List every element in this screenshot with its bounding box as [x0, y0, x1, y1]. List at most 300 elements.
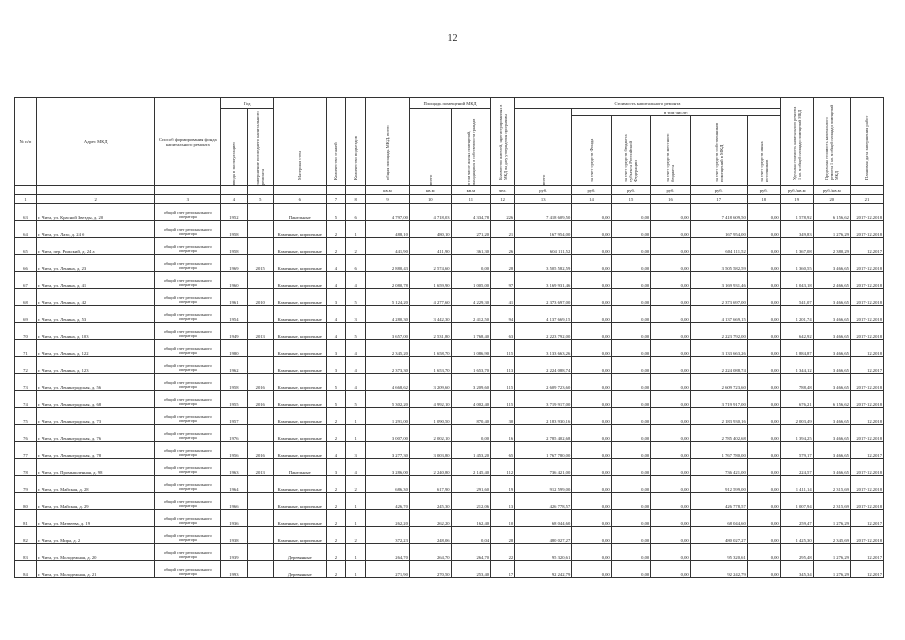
table-cell: 1966	[221, 493, 247, 510]
table-cell: Каменные, кирпичные	[273, 442, 326, 459]
table-cell: общий счет регионального оператора	[155, 561, 221, 578]
column-number-cell: 20	[813, 195, 850, 204]
table-cell: Деревянные	[273, 561, 326, 578]
unit-cell	[326, 186, 346, 195]
table-cell: 13	[491, 493, 515, 510]
table-cell: 3 466,65	[813, 357, 850, 374]
table-cell: 0,00	[611, 374, 650, 391]
table-cell: 1	[346, 493, 366, 510]
table-cell: 5	[326, 374, 346, 391]
table-cell: 1 767 780,00	[690, 442, 747, 459]
table-cell: 4 992,10	[409, 391, 451, 408]
table-cell: 1 276,29	[813, 544, 850, 561]
table-cell: 0,00	[572, 408, 611, 425]
unit-cell: руб.	[611, 186, 650, 195]
table-cell: 83	[15, 544, 37, 561]
column-number-cell: 13	[515, 195, 572, 204]
table-cell: 3 466,65	[813, 408, 850, 425]
table-cell: г. Чита, ул. Ленинградская, д. 73	[36, 408, 154, 425]
table-cell: 245,30	[409, 493, 451, 510]
table-cell: 1 276,29	[813, 221, 850, 238]
table-row	[15, 476, 884, 493]
table-cell: 6 156,62	[813, 391, 850, 408]
header-specific-cost: Удельная стоимость капитального ремонта 1 кв. м общей площади помещений МКД	[791, 106, 802, 180]
table-row	[15, 544, 884, 561]
table-cell: 68 044,60	[690, 510, 747, 527]
table-cell: Каменные, кирпичные	[273, 306, 326, 323]
table-cell: 480 027,27	[690, 527, 747, 544]
header-cost-owners: за счет средств собственников помещений в МКД	[713, 122, 724, 182]
table-cell: 17	[491, 561, 515, 578]
column-number-cell: 18	[747, 195, 780, 204]
table-cell: 212,06	[451, 493, 490, 510]
table-cell: г. Чита, ул. Майская, д. 28	[36, 476, 154, 493]
table-cell: 788,48	[780, 374, 813, 391]
table-cell: 167 954,00	[515, 221, 572, 238]
unit-cell: кв.м	[409, 186, 451, 195]
table-row	[15, 289, 884, 306]
table-row	[15, 442, 884, 459]
table-cell: 1956	[221, 442, 247, 459]
table-cell: 12.2017	[850, 544, 883, 561]
table-cell	[247, 272, 273, 289]
table-cell: общий счет регионального оператора	[155, 357, 221, 374]
table-cell: 7 418 609,50	[690, 204, 747, 221]
table-cell: 3 209,60	[451, 374, 490, 391]
table-cell: 0,00	[747, 357, 780, 374]
table-cell: общий счет регионального оператора	[155, 289, 221, 306]
table-cell: Каменные, кирпичные	[273, 493, 326, 510]
table-cell: 12.2018	[850, 408, 883, 425]
table-cell: 0,00	[747, 272, 780, 289]
column-number-cell: 19	[780, 195, 813, 204]
unit-cell: руб.	[690, 186, 747, 195]
table-cell	[247, 340, 273, 357]
table-cell: 0,00	[611, 272, 650, 289]
column-number-cell: 21	[850, 195, 883, 204]
table-cell: 0,00	[651, 306, 690, 323]
table-cell: 63	[491, 323, 515, 340]
table-cell: 0,00	[747, 323, 780, 340]
table-row	[15, 510, 884, 527]
table-cell: 95 320,61	[515, 544, 572, 561]
table-cell: 12.2018	[850, 340, 883, 357]
table-cell: 1949	[221, 323, 247, 340]
table-cell: 3 277,30	[366, 442, 410, 459]
table-cell: 0,00	[572, 306, 611, 323]
table-cell: г. Чита, ул. Молодежная, д. 21	[36, 561, 154, 578]
table-cell: 3 442,30	[409, 306, 451, 323]
table-cell: 736 421,00	[690, 459, 747, 476]
table-row	[15, 357, 884, 374]
table-cell: 1993	[221, 561, 247, 578]
table-cell: 2 002,10	[409, 425, 451, 442]
header-area-residents: в том числе жилых помещений, находящихся в собственности граждан	[465, 118, 476, 185]
table-cell: Каменные, кирпичные	[273, 357, 326, 374]
table-cell: 0,00	[611, 561, 650, 578]
table-cell: 2016	[247, 442, 273, 459]
table-cell: 2	[326, 527, 346, 544]
table-cell: 0,00	[572, 238, 611, 255]
table-cell: 2 145,40	[451, 459, 490, 476]
table-cell: 2 223 792,00	[515, 323, 572, 340]
table-cell: 0,00	[651, 544, 690, 561]
table-cell: 1 394,25	[780, 425, 813, 442]
table-cell: 1 578,92	[780, 204, 813, 221]
table-cell: 92 242,79	[690, 561, 747, 578]
table-cell: 1 453,20	[451, 442, 490, 459]
column-number-cell: 15	[611, 195, 650, 204]
table-cell: 541,07	[780, 289, 813, 306]
table-cell: 0,00	[747, 425, 780, 442]
table-cell: общий счет регионального оператора	[155, 306, 221, 323]
table-cell: 2 240,80	[409, 459, 451, 476]
table-cell: 1 659,90	[409, 272, 451, 289]
unit-cell: руб.	[572, 186, 611, 195]
table-cell: 2 609 723,60	[690, 374, 747, 391]
table-cell: 1957	[221, 408, 247, 425]
table-cell: Каменные, кирпичные	[273, 238, 326, 255]
table-cell: 112	[491, 459, 515, 476]
table-cell: 2017-12.2018	[850, 493, 883, 510]
table-cell: 0,00	[572, 425, 611, 442]
table-cell: 264,70	[409, 544, 451, 561]
table-row	[15, 425, 884, 442]
table-cell: 0,00	[611, 306, 650, 323]
table-cell: 262,20	[409, 510, 451, 527]
table-cell: 2017-12.2018	[850, 323, 883, 340]
table-cell: 1 767 780,00	[515, 442, 572, 459]
table-cell: 264,70	[451, 544, 490, 561]
table-cell: г. Чита, ул. Майская, д. 29	[36, 493, 154, 510]
table-cell: 4	[346, 340, 366, 357]
table-cell: 0,00	[747, 459, 780, 476]
table-cell: 12.2017	[850, 561, 883, 578]
table-cell: 0,00	[611, 255, 650, 272]
table-cell: 76	[15, 425, 37, 442]
table-cell: 870,40	[451, 408, 490, 425]
table-cell: 28	[491, 527, 515, 544]
header-year-built: ввода в эксплуатацию	[231, 142, 237, 185]
table-cell: 0,00	[572, 374, 611, 391]
table-cell: г. Чита, пер. Рижский, д. 24 а	[36, 238, 154, 255]
table-cell: 2	[326, 425, 346, 442]
table-cell: 2017-12.2018	[850, 306, 883, 323]
table-cell: 3 466,65	[813, 442, 850, 459]
table-row	[15, 527, 884, 544]
table-cell: Каменные, кирпичные	[273, 510, 326, 527]
table-cell: 3 505 582,59	[515, 255, 572, 272]
header-incl: в том числе:	[572, 109, 780, 116]
table-cell: 6	[346, 204, 366, 221]
table-cell: 3 133 663,26	[515, 340, 572, 357]
table-cell: общий счет регионального оператора	[155, 493, 221, 510]
table-cell: 0,00	[747, 374, 780, 391]
table-cell: Каменные, кирпичные	[273, 340, 326, 357]
table-cell: 1 291,00	[366, 408, 410, 425]
table-cell: Каменные, кирпичные	[273, 391, 326, 408]
table-cell: общий счет регионального оператора	[155, 408, 221, 425]
table-cell: 26	[491, 238, 515, 255]
table-cell: г. Чита, ул. Ленинградская, д. 68	[36, 391, 154, 408]
table-cell: г. Чита, ул. Ленина, д. 103	[36, 323, 154, 340]
table-cell: 604 111,52	[690, 238, 747, 255]
column-number-cell: 4	[221, 195, 247, 204]
header-area-group: Площадь помещений МКД	[409, 98, 490, 109]
table-cell: 1936	[221, 510, 247, 527]
table-cell: 69	[15, 306, 37, 323]
table-cell: Каменные, кирпичные	[273, 527, 326, 544]
table-cell	[247, 408, 273, 425]
table-cell: общий счет регионального оператора	[155, 425, 221, 442]
table-cell: 1 367,08	[780, 238, 813, 255]
table-cell: 162,40	[451, 510, 490, 527]
table-cell: 0,00	[572, 442, 611, 459]
table-cell: 1955	[221, 391, 247, 408]
table-cell: 2 373 697,00	[515, 289, 572, 306]
header-num: № п/п	[15, 98, 37, 186]
table-cell: 77	[15, 442, 37, 459]
table-cell: 2013	[247, 323, 273, 340]
table-cell: общий счет регионального оператора	[155, 476, 221, 493]
table-cell: 1 005,00	[451, 272, 490, 289]
table-cell: общий счет регионального оператора	[155, 527, 221, 544]
table-cell: 426 778,57	[690, 493, 747, 510]
column-number-cell: 11	[451, 195, 490, 204]
table-cell: 41	[491, 289, 515, 306]
table-cell: 1 201,74	[780, 306, 813, 323]
table-cell: 1963	[221, 459, 247, 476]
table-cell: 6	[346, 255, 366, 272]
unit-cell	[850, 186, 883, 195]
table-row	[15, 255, 884, 272]
table-cell: 259,47	[780, 510, 813, 527]
table-cell: 65	[15, 238, 37, 255]
table-cell: 4 137 669,15	[690, 306, 747, 323]
table-cell: 4 277,60	[409, 289, 451, 306]
column-number-cell: 9	[366, 195, 410, 204]
table-cell: 79	[15, 476, 37, 493]
table-cell: 0,00	[572, 204, 611, 221]
table-cell: 19	[491, 476, 515, 493]
table-cell: общий счет регионального оператора	[155, 510, 221, 527]
table-cell: 3 286,00	[366, 459, 410, 476]
table-cell: 1 090,50	[409, 408, 451, 425]
header-cost-group: Стоимость капитального ремонта	[515, 98, 781, 109]
table-cell	[247, 306, 273, 323]
table-cell: 2 609 723,60	[515, 374, 572, 391]
column-number-cell: 6	[273, 195, 326, 204]
column-number-cell: 8	[346, 195, 366, 204]
table-row	[15, 340, 884, 357]
table-cell: 1958	[221, 238, 247, 255]
table-cell: 0,00	[747, 306, 780, 323]
table-row	[15, 323, 884, 340]
table-cell: 1 425,30	[780, 527, 813, 544]
table-cell: 6 156,62	[813, 204, 850, 221]
table-cell: 1962	[221, 357, 247, 374]
header-floors: Количество этажей	[333, 141, 339, 180]
table-cell: 686,30	[366, 476, 410, 493]
table-cell: 0,00	[651, 510, 690, 527]
header-cost-other: за счет средств иных источников	[758, 140, 769, 182]
table-cell: 0,00	[572, 357, 611, 374]
table-cell: 4	[326, 323, 346, 340]
column-number-cell: 17	[690, 195, 747, 204]
table-cell: 0,00	[747, 493, 780, 510]
table-cell: 4 002,40	[451, 391, 490, 408]
table-cell: 676,21	[780, 391, 813, 408]
table-cell: 3	[346, 306, 366, 323]
table-cell: 2017-12.2018	[850, 204, 883, 221]
table-cell: Каменные, кирпичные	[273, 476, 326, 493]
table-cell: 248,06	[409, 527, 451, 544]
table-cell: 0,00	[572, 289, 611, 306]
header-cost-fund: за счет средств Фонда	[588, 138, 594, 182]
table-cell	[247, 238, 273, 255]
table-cell: 2017-12.2018	[850, 476, 883, 493]
table-cell: 4	[346, 459, 366, 476]
table-cell: 1964	[221, 476, 247, 493]
table-cell: 264,70	[366, 544, 410, 561]
table-cell: 2017-12.2018	[850, 374, 883, 391]
table-cell: 1	[346, 408, 366, 425]
table-cell: 84	[15, 561, 37, 578]
table-cell: 1958	[221, 221, 247, 238]
table-cell: 2	[326, 238, 346, 255]
table-cell: г. Чита, ул. Ленина, д. 41	[36, 272, 154, 289]
table-row	[15, 408, 884, 425]
table-cell: 4	[326, 255, 346, 272]
table-cell	[247, 357, 273, 374]
table-cell: 4	[346, 357, 366, 374]
unit-cell	[247, 186, 273, 195]
table-cell: 253,40	[451, 561, 490, 578]
table-cell: 12.2017	[850, 442, 883, 459]
header-entrances: Количество подъездов	[353, 135, 359, 180]
table-cell: 0,00	[611, 340, 650, 357]
table-cell: 1 884,87	[780, 340, 813, 357]
table-cell: 2	[346, 527, 366, 544]
table-cell: общий счет регионального оператора	[155, 255, 221, 272]
table-cell: 66	[15, 255, 37, 272]
table-cell: 2	[326, 493, 346, 510]
table-cell: 642,92	[780, 323, 813, 340]
table-cell: 2	[346, 476, 366, 493]
table-cell: 480 027,27	[515, 527, 572, 544]
column-numbers-row	[15, 195, 884, 204]
table-cell: 3 657,00	[366, 323, 410, 340]
table-cell: 2 785 402,68	[515, 425, 572, 442]
table-cell: 3 466,65	[813, 323, 850, 340]
capital-repair-table	[14, 97, 884, 578]
table-cell: 411,90	[409, 238, 451, 255]
table-cell: 0,00	[651, 289, 690, 306]
table-row	[15, 306, 884, 323]
table-cell: Каменные, кирпичные	[273, 425, 326, 442]
table-cell: 28	[491, 255, 515, 272]
table-cell: 0,00	[611, 238, 650, 255]
table-cell: 2 466,65	[813, 272, 850, 289]
table-cell: 1938	[221, 527, 247, 544]
table-cell: 5	[326, 204, 346, 221]
table-cell: 0,00	[747, 476, 780, 493]
table-cell: Каменные, кирпичные	[273, 221, 326, 238]
table-cell: 65	[491, 442, 515, 459]
table-cell: 5	[326, 391, 346, 408]
header-address: Адрес МКД	[36, 98, 154, 186]
table-cell: 1 007,94	[780, 493, 813, 510]
table-cell: общий счет регионального оператора	[155, 459, 221, 476]
table-cell: 4	[326, 272, 346, 289]
table-cell: 291,60	[451, 476, 490, 493]
table-cell: 3 133 663,26	[690, 340, 747, 357]
table-cell: 5	[346, 391, 366, 408]
table-cell: 0,00	[611, 408, 650, 425]
table-cell: 81	[15, 510, 37, 527]
table-cell: 226	[491, 204, 515, 221]
table-cell: 0,00	[747, 527, 780, 544]
table-cell: 426 778,57	[515, 493, 572, 510]
header-limit-cost: Предельная стоимость капитального ремонта 1 кв. м общей площади помещений МКД	[824, 104, 840, 180]
table-cell: Каменные, кирпичные	[273, 374, 326, 391]
table-cell: 0,00	[611, 221, 650, 238]
table-cell: 2 345,69	[813, 527, 850, 544]
table-cell: г. Чита, ул. Молодежная, д. 20	[36, 544, 154, 561]
table-cell: 0,00	[611, 442, 650, 459]
table-cell: 1952	[221, 204, 247, 221]
header-planned-date: Плановая дата завершения работ	[864, 115, 870, 180]
unit-cell: кв.м	[451, 186, 490, 195]
table-cell: 0,00	[611, 527, 650, 544]
table-cell: 0,00	[651, 323, 690, 340]
table-cell: 0,00	[651, 493, 690, 510]
table-cell: 0,00	[651, 408, 690, 425]
table-cell: 73	[15, 374, 37, 391]
table-cell: 2 373 697,00	[690, 289, 747, 306]
table-cell: 0,00	[572, 459, 611, 476]
table-cell: 2016	[247, 374, 273, 391]
table-cell: 271,90	[366, 561, 410, 578]
table-cell: 0,00	[572, 340, 611, 357]
table-cell: 2015	[247, 255, 273, 272]
table-cell: Деревянные	[273, 544, 326, 561]
table-cell: 10	[491, 510, 515, 527]
table-cell: 0,00	[572, 323, 611, 340]
table-cell: 2	[326, 408, 346, 425]
table-cell: 68 044,60	[515, 510, 572, 527]
unit-cell	[346, 186, 366, 195]
header-residents: Количество жителей, зарегистрированных в МКД на дату утверждения программы	[497, 104, 508, 180]
table-cell: 3 719 917,00	[690, 391, 747, 408]
table-cell: 12.2017	[850, 357, 883, 374]
table-cell: 4 334,78	[451, 204, 490, 221]
table-cell: 2017-12.2018	[850, 221, 883, 238]
table-cell: 5 302,20	[366, 391, 410, 408]
table-cell: 1 768,40	[451, 323, 490, 340]
unit-cell: руб.	[651, 186, 690, 195]
table-cell: 0,00	[747, 561, 780, 578]
table-cell: 1 411,14	[780, 476, 813, 493]
table-cell	[247, 561, 273, 578]
table-cell: 3 003,80	[409, 442, 451, 459]
table-cell: 0,00	[611, 510, 650, 527]
table-cell: 0,00	[572, 493, 611, 510]
table-cell: 0,00	[611, 391, 650, 408]
table-row	[15, 374, 884, 391]
table-cell: 1960	[221, 272, 247, 289]
table-cell: 2010	[247, 289, 273, 306]
